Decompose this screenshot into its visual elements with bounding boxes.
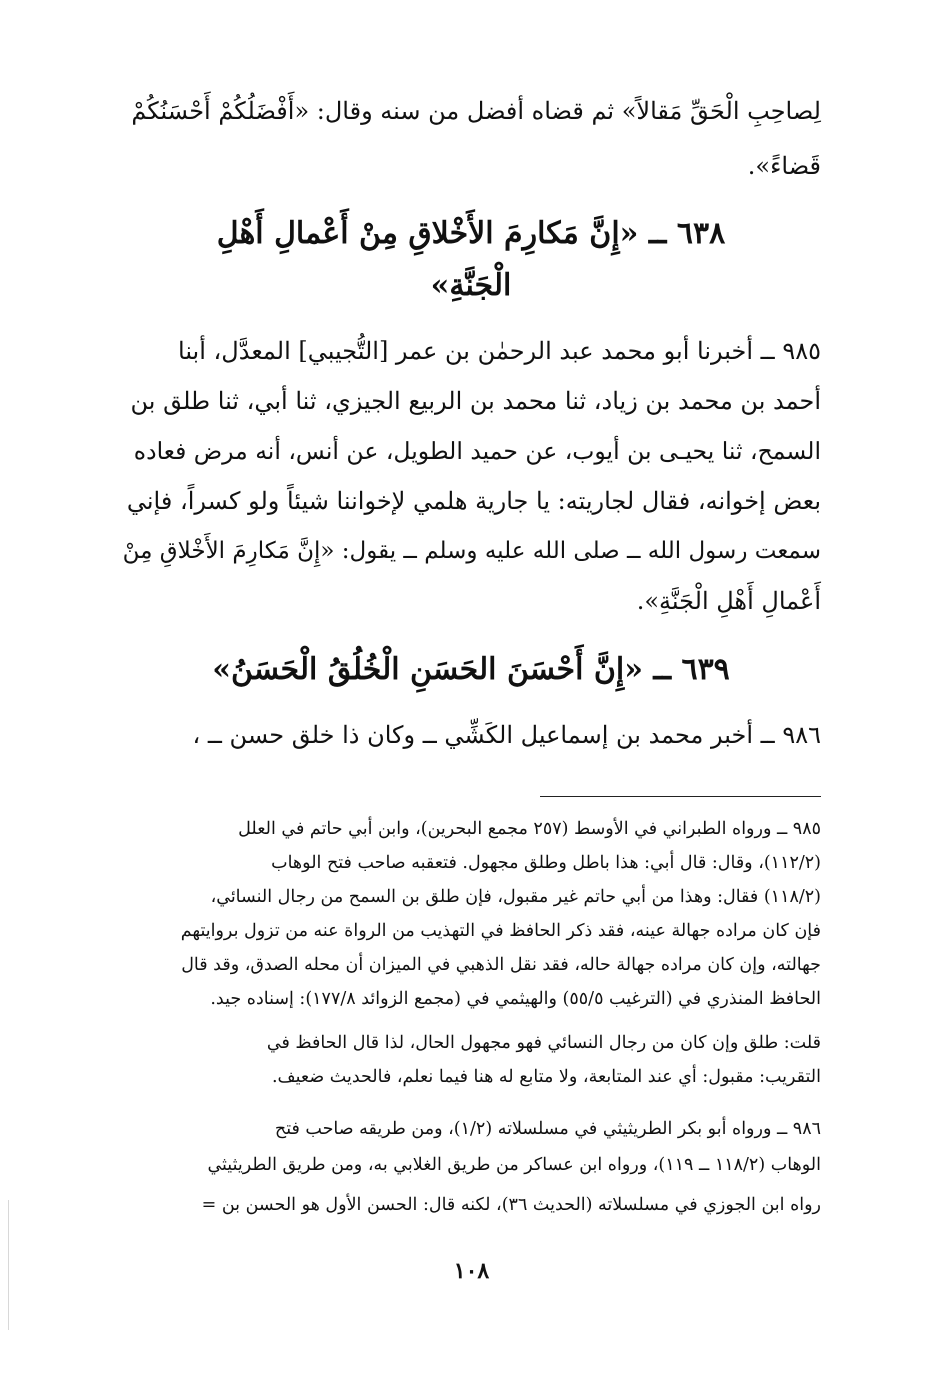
body-line: ٩٨٦ ــ أخبر محمد بن إسماعيل الكَشِّي ــ وكان ذا خلق حسن ــ ،: [192, 721, 821, 749]
footnote-line: ٩٨٥ ــ ورواه الطبراني في الأوسط (٢٥٧ مجمع البحرين)، وابن أبي حاتم في العلل: [238, 819, 821, 839]
section-heading: ٦٣٨ ــ «إِنَّ مَكارِمَ الأَخْلاقِ مِنْ أَعْمالِ أَهْلِ: [216, 216, 726, 251]
footnote-line: (١١٨/٢) فقال: وهذا من أبي حاتم غير مقبول، فإن طلق بن السمح من رجال النسائي،: [210, 887, 821, 907]
footnote-line: قلت: طلق وإن كان من رجال النسائي فهو مجهول الحال، لذا قال الحافظ في: [266, 1033, 821, 1053]
footnote-line: الحافظ المنذري في (الترغيب ٥٥/٥) والهيثمي في (مجمع الزوائد ١٧٧/٨): إسناده جيد.: [210, 989, 821, 1009]
footnote-line: رواه ابن الجوزي في مسلسلاته (الحديث ٣٦)، لكنه قال: الحسن الأول هو الحسن بن =: [201, 1195, 821, 1215]
body-line: قَضاءً».: [747, 152, 821, 180]
footnote-line: الوهاب (١١٨/٢ ــ ١١٩)، ورواه ابن عساكر من طريق الغلابي به، ومن طريق الطريثيثي: [207, 1155, 821, 1175]
body-line: أحمد بن محمد بن زياد، ثنا محمد بن الربيع الجيزي، ثنا أبي، ثنا طلق بن: [130, 387, 821, 415]
footnote-line: فإن كان مراده جهالة عينه، فقد ذكر الحافظ في التهذيب من الرواة عنه من تزول بروايتهم: [180, 921, 821, 941]
body-line: لِصاحِبِ الْحَقِّ مَقالاً» ثم قضاه أفضل من سنه وقال: «أَفْضَلُكُمْ أَحْسَنُكُمْ: [131, 97, 821, 125]
body-line: السمح، ثنا يحيـى بن أيوب، عن حميد الطويل، عن أنس، أنه مرض فعاده: [133, 437, 821, 465]
footnote-line: (١١٢/٢)، وقال: قال أبي: هذا باطل وطلق مجهول. فتعقبه صاحب فتح الوهاب: [271, 853, 821, 873]
footnote-separator: [540, 796, 821, 797]
body-line: بعض إخوانه، فقال لجاريته: يا جارية هلمي لإخواننا شيئاً ولو كسراً، فإني: [126, 487, 821, 515]
page-number: ١٠٨: [453, 1258, 490, 1284]
scan-edge-mark: [8, 1200, 9, 1330]
footnote-line: ٩٨٦ ــ ورواه أبو بكر الطريثيثي في مسلسلاته (١/٢)، ومن طريقه صاحب فتح: [274, 1119, 821, 1139]
body-line: أَعْمالِ أَهْلِ الْجَنَّةِ».: [636, 587, 821, 615]
body-line: ٩٨٥ ــ أخبرنا أبو محمد عبد الرحمٰن بن عمر [التُّجيبي] المعدَّل، أبنا: [178, 337, 821, 365]
section-heading: الْجَنَّةِ»: [430, 268, 512, 303]
footnote-line: جهالته، وإن كان مراده جهالة حاله، فقد نقل الذهبي في الميزان أن محله الصدق، وقد قال: [181, 955, 821, 975]
body-line: سمعت رسول الله ــ صلى الله عليه وسلم ــ يقول: «إِنَّ مَكارِمَ الأَخْلاقِ مِنْ: [122, 538, 821, 564]
footnote-line: التقريب: مقبول: أي عند المتابعة، ولا متابع له هنا فيما نعلم، فالحديث ضعيف.: [271, 1067, 821, 1087]
section-heading: ٦٣٩ ــ «إِنَّ أَحْسَنَ الحَسَنِ الْخُلُقُ الْحَسَنُ»: [212, 652, 730, 687]
